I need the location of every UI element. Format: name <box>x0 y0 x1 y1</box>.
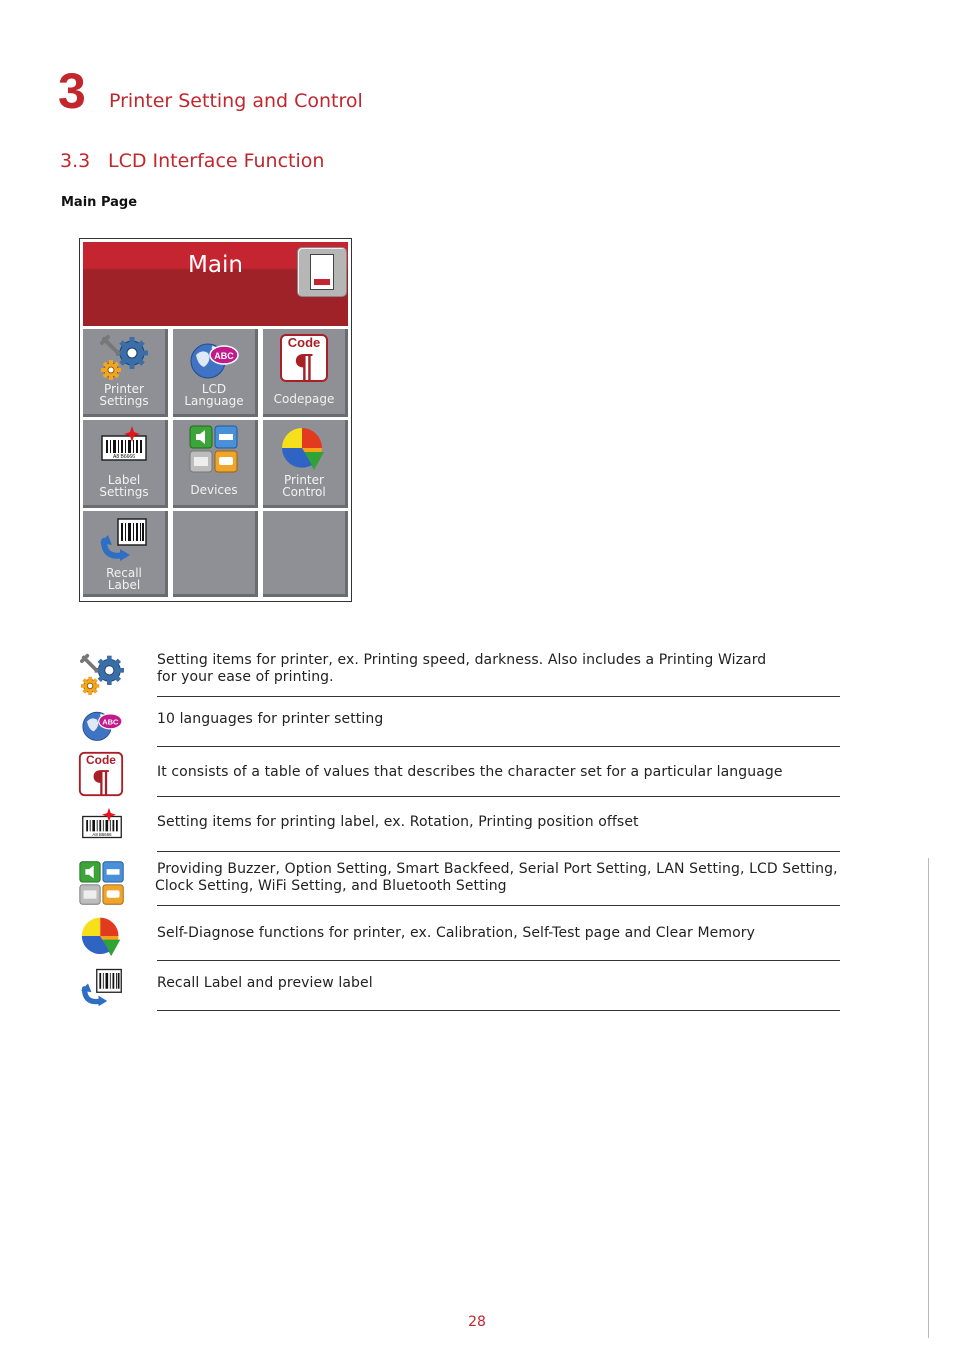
section-title: LCD Interface Function <box>108 150 325 172</box>
code-label: Code <box>287 335 321 350</box>
description-text: for your ease of printing. <box>157 669 334 685</box>
description-text: It consists of a table of values that describes the character set for a particular language <box>157 764 783 780</box>
lcd-screen <box>79 238 352 602</box>
tile-label-line1: Recall <box>106 566 142 580</box>
tile-lcd-language[interactable] <box>173 329 258 417</box>
description-text: Setting items for printer, ex. Printing speed, darkness. Also includes a Printing Wizard <box>157 652 767 668</box>
row-divider <box>157 905 840 906</box>
tile-printer-settings[interactable] <box>83 329 168 417</box>
code-pilcrow-icon <box>279 333 329 383</box>
description-text: 10 languages for printer setting <box>157 711 384 727</box>
section-number: 3.3 <box>60 150 91 172</box>
tile-label-line1: Label <box>107 473 141 487</box>
tile-empty <box>173 511 258 597</box>
description-text: Providing Buzzer, Option Setting, Smart Backfeed, Serial Port Setting, LAN Setting, LCD Setting, <box>157 861 838 877</box>
barcode-number: A8 B6666 <box>113 454 135 460</box>
tile-empty <box>263 511 348 597</box>
pilcrow-label: ¶ <box>293 347 315 383</box>
gears-icon <box>78 652 126 696</box>
tile-label-line1: Printer <box>104 382 144 396</box>
description-text: Recall Label and preview label <box>157 975 373 991</box>
devices-icon <box>78 859 126 907</box>
tile-label-line2: Language <box>184 394 244 408</box>
row-divider <box>157 696 840 697</box>
abc-label: ABC <box>214 351 234 361</box>
recall-barcode-icon <box>78 966 126 1008</box>
row-divider <box>157 960 840 961</box>
chapter-number: 3 <box>58 63 86 119</box>
barcode-label-icon <box>78 806 126 848</box>
tile-label-line1: Codepage <box>273 392 335 406</box>
pie-chart-icon <box>78 914 126 958</box>
tile-recall-label[interactable] <box>83 511 168 597</box>
page-edge-rule <box>928 858 929 1338</box>
tile-label-line1: LCD <box>201 382 227 396</box>
tile-label-settings[interactable] <box>83 420 168 508</box>
row-divider <box>157 851 840 852</box>
tile-devices[interactable] <box>173 420 258 508</box>
lcd-title: Main <box>188 252 243 278</box>
lcd-header <box>83 242 348 326</box>
row-divider <box>157 796 840 797</box>
tile-label-line2: Control <box>282 485 326 499</box>
tile-label-line2: Label <box>107 578 141 592</box>
page-number: 28 <box>468 1314 486 1330</box>
globe-abc-icon <box>188 333 240 381</box>
description-text: Setting items for printing label, ex. Rotation, Printing position offset <box>157 814 639 830</box>
gears-icon <box>98 333 150 381</box>
row-divider <box>157 746 840 747</box>
description-text: Clock Setting, WiFi Setting, and Bluetooth Setting <box>155 878 507 894</box>
tile-label-line1: Printer <box>284 473 324 487</box>
chapter-title: Printer Setting and Control <box>109 90 363 112</box>
barcode-number: A8 B6666 <box>92 831 112 837</box>
tile-printer-control[interactable] <box>263 420 348 508</box>
row-divider <box>157 1010 840 1011</box>
printer-paper-icon <box>310 254 334 290</box>
tile-label-line2: Settings <box>99 485 149 499</box>
barcode-label-icon <box>98 424 150 472</box>
tile-label-line1: Devices <box>190 483 238 497</box>
pilcrow-label: ¶ <box>91 764 111 797</box>
tile-codepage[interactable] <box>263 329 348 417</box>
printer-status-button[interactable] <box>297 247 347 297</box>
recall-barcode-icon <box>98 515 150 563</box>
pie-chart-icon <box>278 424 330 472</box>
tile-label-line2: Settings <box>99 394 149 408</box>
devices-icon <box>188 424 240 474</box>
abc-label: ABC <box>102 717 119 727</box>
description-text: Self-Diagnose functions for printer, ex. Calibration, Self-Test page and Clear Memory <box>157 925 756 941</box>
globe-abc-icon <box>78 703 126 743</box>
code-pilcrow-icon <box>78 751 124 797</box>
sub-heading: Main Page <box>61 195 138 210</box>
code-label: Code <box>86 752 116 767</box>
